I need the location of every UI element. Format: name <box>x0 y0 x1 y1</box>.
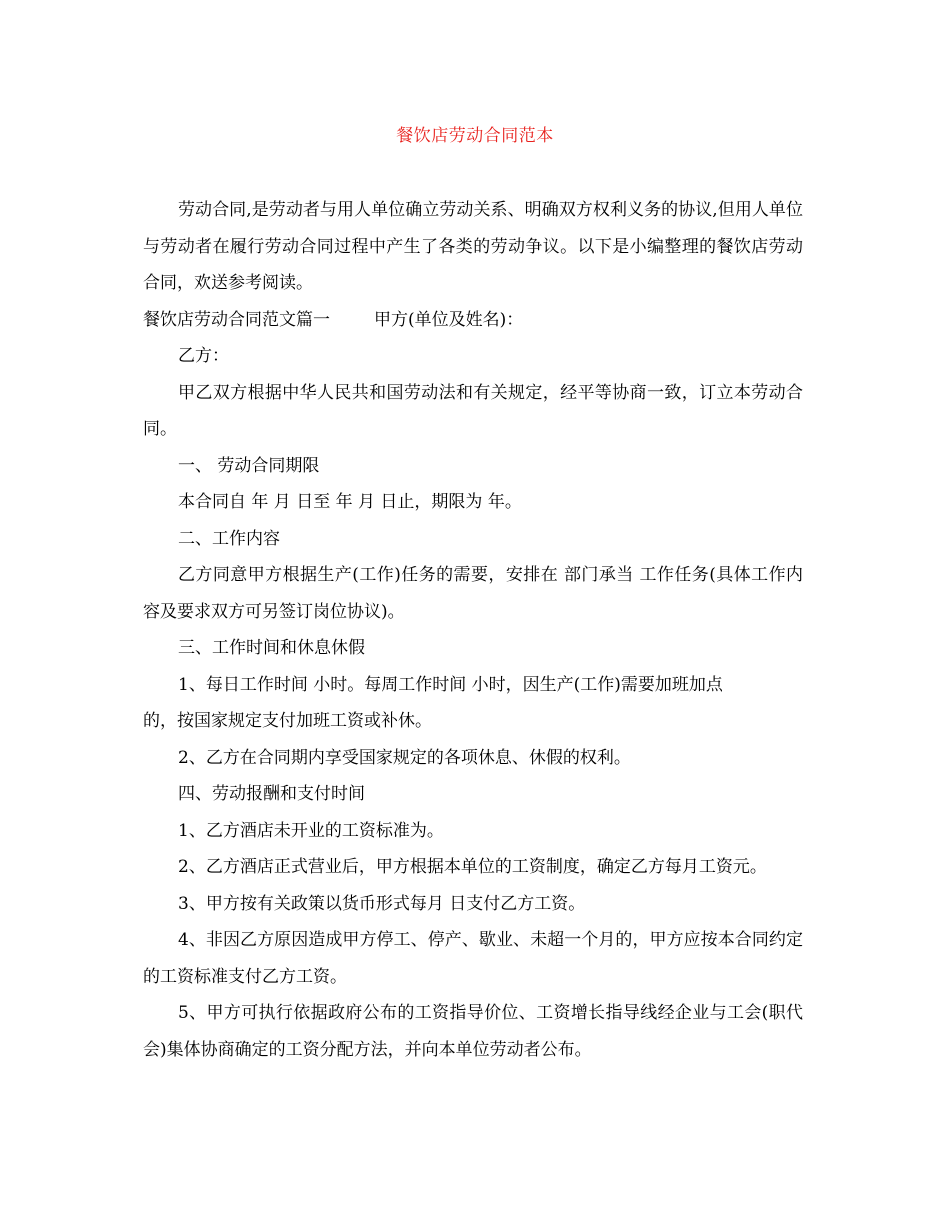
clause-heading-3: 三、工作时间和休息休假 <box>178 638 365 658</box>
clause-2-text: 乙方同意甲方根据生产(工作)任务的需要，安排在 部门承当 工作任务(具体工作内容及要求双方可另签订岗位协议)。 <box>143 565 803 622</box>
document-body <box>143 192 803 1068</box>
party-a-label: 甲方(单位及姓名)： <box>374 309 524 330</box>
clause-4-item-5: 5、甲方可执行依据政府公布的工资指导价位、工资增长指导线经企业与工会(职代会)集体协商确定的工资分配方法，并向本单位劳动者公布。 <box>143 1003 803 1060</box>
intro-paragraph: 劳动合同,是劳动者与用人单位确立劳动关系、明确双方权利义务的协议,但用人单位与劳动者在履行劳动合同过程中产生了各类的劳动争议。以下是小编整理的餐饮店劳动合同，欢送参考阅读。 <box>143 200 803 293</box>
section-heading-line <box>143 302 803 339</box>
clause-3-item-1-line-2: 的，按国家规定支付加班工资或补休。 <box>143 711 432 731</box>
clause-heading-4: 四、劳动报酬和支付时间 <box>178 784 365 804</box>
preamble-paragraph: 甲乙双方根据中华人民共和国劳动法和有关规定，经平等协商一致，订立本劳动合同。 <box>143 382 803 439</box>
clause-4-item-1: 1、乙方酒店未开业的工资标准为。 <box>178 820 444 841</box>
clause-4-item-3: 3、甲方按有关政策以货币形式每月 日支付乙方工资。 <box>178 893 586 914</box>
section-title: 餐饮店劳动合同范文篇一 <box>143 309 330 330</box>
clause-4-item-2: 2、乙方酒店正式营业后，甲方根据本单位的工资制度，确定乙方每月工资元。 <box>178 857 767 877</box>
clause-heading-2: 二、工作内容 <box>178 528 280 549</box>
clause-3-item-2: 2、乙方在合同期内享受国家规定的各项休息、休假的权利。 <box>178 747 631 768</box>
party-b-label: 乙方： <box>178 346 229 366</box>
clause-3-item-1-line-1: 1、每日工作时间 小时。每周工作时间 小时，因生产(工作)需要加班加点 <box>178 674 723 695</box>
clause-1-text: 本合同自 年 月 日至 年 月 日止，期限为 年。 <box>178 492 522 512</box>
clause-heading-1: 一、 劳动合同期限 <box>178 455 320 476</box>
clause-4-item-4: 4、非因乙方原因造成甲方停工、停产、歇业、未超一个月的，甲方应按本合同约定的工资标准支付乙方工资。 <box>143 930 803 987</box>
document-title: 餐饮店劳动合同范本 <box>396 126 554 146</box>
